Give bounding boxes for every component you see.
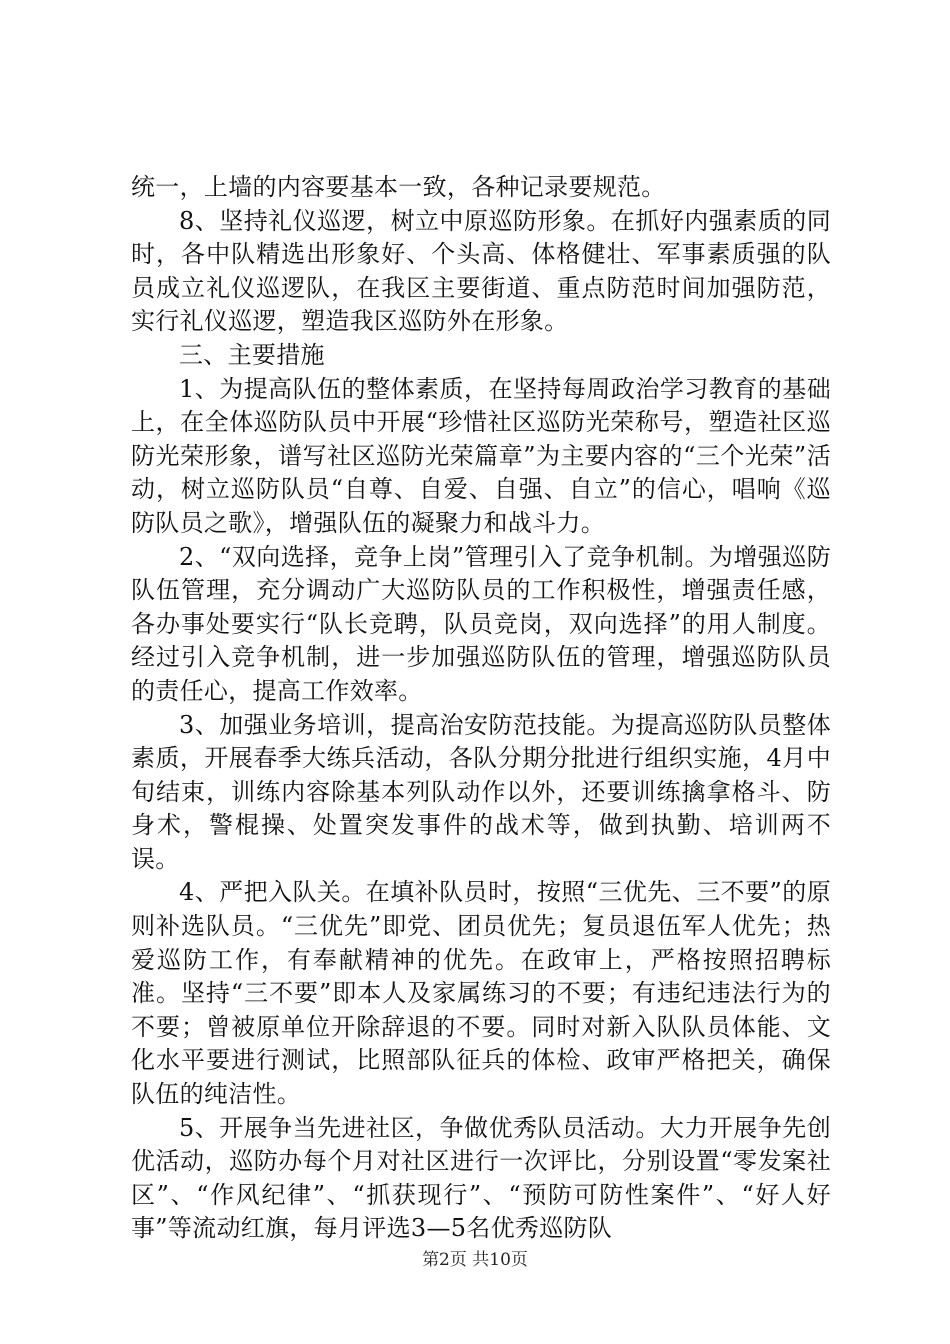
document-body xyxy=(131,171,831,1246)
paragraph-5: 3、加强业务培训，提高治安防范技能。为提高巡防队员整体素质，开展春季大练兵活动，各队分期分批进行组织实施，4月中旬结束，训练内容除基本列队动作以外，还要训练擒拿格斗、防身术，警棍操、处置突发事件的战术等，做到执勤、培训两不误。 xyxy=(131,710,831,873)
paragraph-1: 统一，上墙的内容要基本一致，各种记录要规范。 xyxy=(131,173,666,201)
paragraph-2: 8、坚持礼仪巡逻，树立中原巡防形象。在抓好内强素质的同时，各中队精选出形象好、个头高、体格健壮、军事素质强的队员成立礼仪巡逻队，在我区主要街道、重点防范时间加强防范，实行礼仪巡逻，塑造我区巡防外在形象。 xyxy=(131,206,831,336)
paragraph-4: 2、“双向选择，竞争上岗”管理引入了竞争机制。为增强巡防队伍管理，充分调动广大巡防队员的工作积极性，增强责任感，各办事处要实行“队长竞聘，队员竞岗，双向选择”的用人制度。经过引入竞争机制，进一步加强巡防队伍的管理，增强巡防队员的责任心，提高工作效率。 xyxy=(131,542,831,705)
page-footer: 第2页 共10页 xyxy=(422,1250,528,1270)
paragraph-3: 1、为提高队伍的整体素质，在坚持每周政治学习教育的基础上，在全体巡防队员中开展“珍惜社区巡防光荣称号，塑造社区巡防光荣形象，谱写社区巡防光荣篇章”为主要内容的“三个光荣”活动，树立巡防队员“自尊、自爱、自强、自立”的信心，唱响《巡防队员之歌》，增强队伍的凝聚力和战斗力。 xyxy=(131,374,831,537)
paragraph-6: 4、严把入队关。在填补队员时，按照“三优先、三不要”的原则补选队员。“三优先”即党、团员优先；复员退伍军人优先；热爱巡防工作，有奉献精神的优先。在政审上，严格按照招聘标准。坚持“三不要”即本人及家属练习的不要；有违纪违法行为的不要；曾被原单位开除辞退的不要。同时对新入队队员体能、文化水平要进行测试，比照部队征兵的体检、政审严格把关，确保队伍的纯洁性。 xyxy=(131,878,831,1109)
section-heading: 三、主要措施 xyxy=(179,340,325,369)
paragraph-7: 5、开展争当先进社区，争做优秀队员活动。大力开展争先创优活动，巡防办每个月对社区进行一次评比，分别设置“零发案社区”、“作风纪律”、“抓获现行”、“预防可防性案件”、“好人好事”等流动红旗，每月评选3—5名优秀巡防队 xyxy=(131,1113,831,1243)
